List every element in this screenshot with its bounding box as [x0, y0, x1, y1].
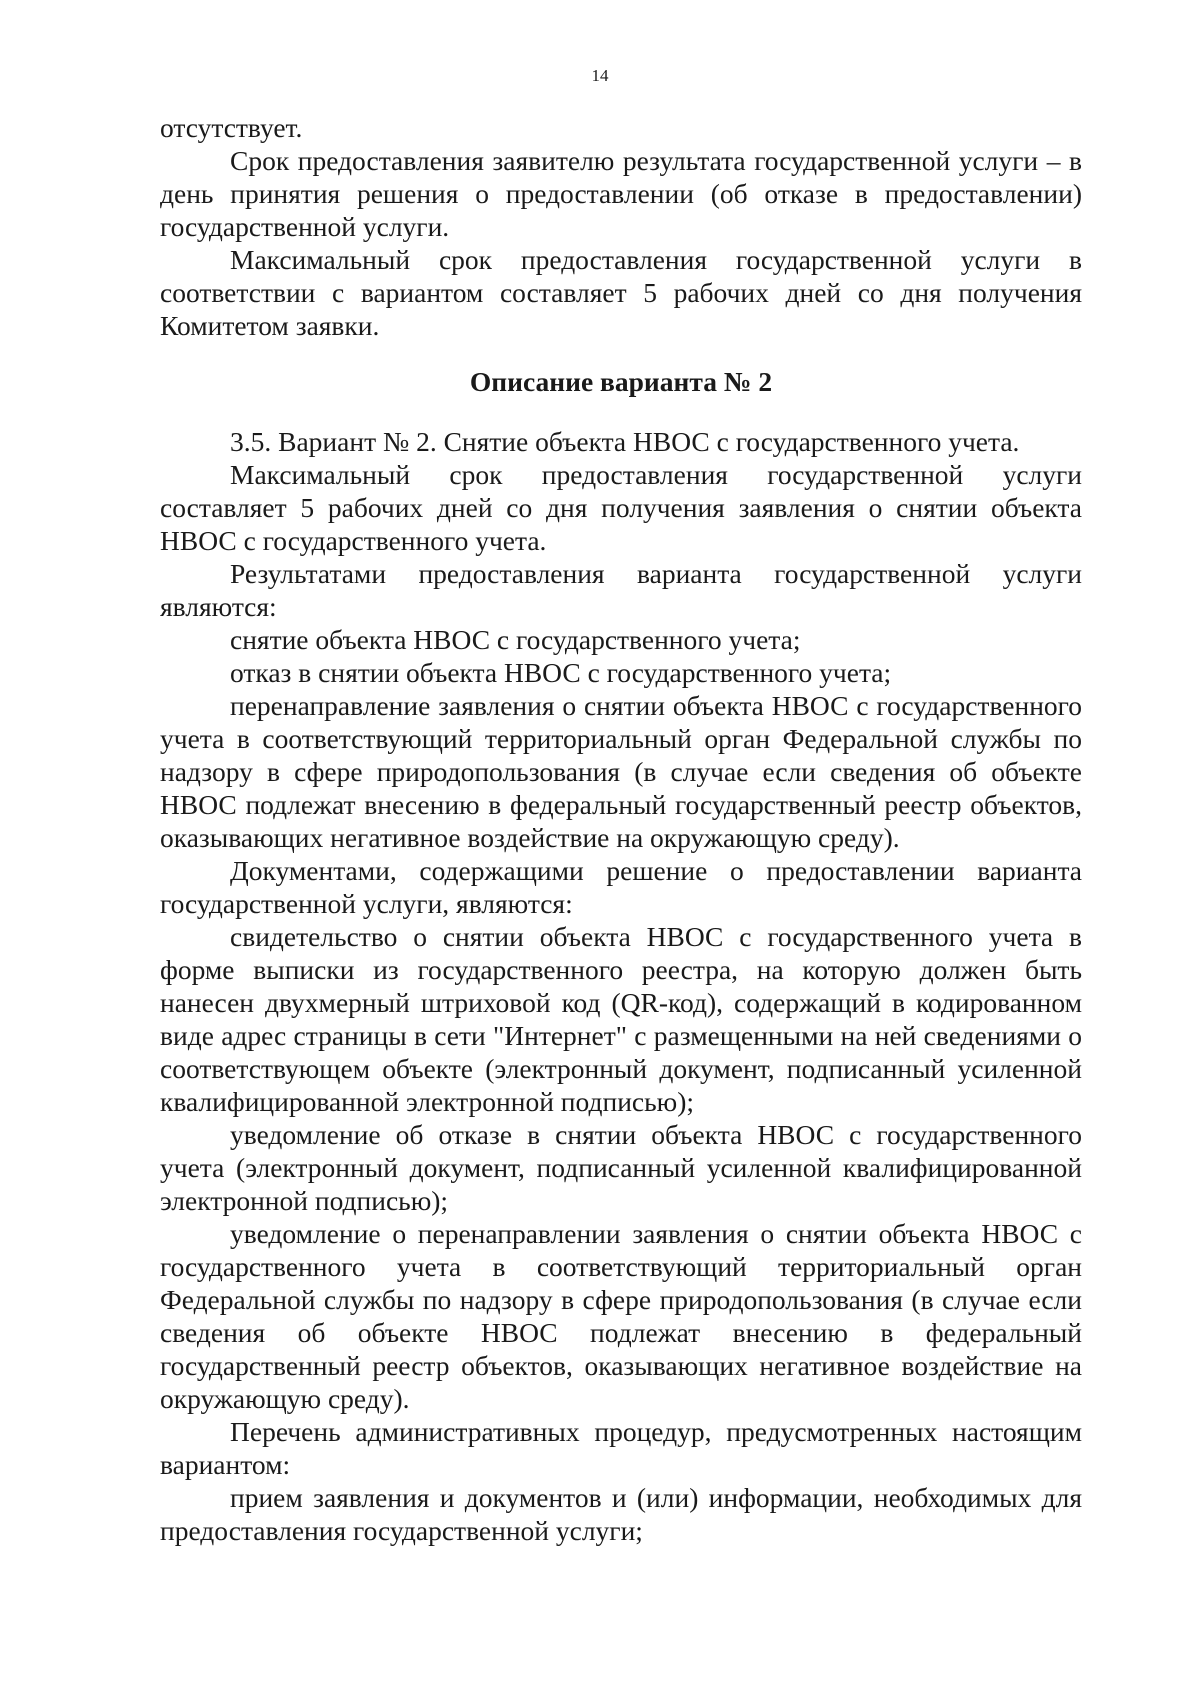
document-body	[160, 111, 1082, 1547]
paragraph-variant-max-term: Максимальный срок предоставления государственной услуги составляет 5 рабочих дней со дня получения заявления о снятии объекта НВОС с государственного учета.	[160, 459, 1082, 556]
paragraph-documents-intro: Документами, содержащими решение о предоставлении варианта государственной услуги, являются:	[160, 855, 1082, 919]
paragraph-results-intro: Результатами предоставления варианта государственной услуги являются:	[160, 558, 1082, 622]
list-item-result: отказ в снятии объекта НВОС с государственного учета;	[230, 657, 892, 688]
paragraph-continuation: отсутствует.	[160, 112, 303, 143]
list-item-document: уведомление о перенаправлении заявления о снятии объекта НВОС с государственного учета в соответствующий территориальный орган Федеральной службы по надзору в сфере природопользования (в случае если сведения об объекте НВОС подлежат внесению в федеральный государственный реестр объектов, оказывающих негативное воздействие на окружающую среду).	[160, 1218, 1082, 1414]
list-item-document: уведомление об отказе в снятии объекта НВОС с государственного учета (электронный документ, подписанный усиленной квалифицированной электронной подписью);	[160, 1119, 1082, 1216]
paragraph-procedures-intro: Перечень административных процедур, предусмотренных настоящим вариантом:	[160, 1416, 1082, 1480]
paragraph-variant-title: 3.5. Вариант № 2. Снятие объекта НВОС с государственного учета.	[230, 426, 1020, 457]
list-item-result: снятие объекта НВОС с государственного учета;	[230, 624, 801, 655]
paragraph-max-term: Максимальный срок предоставления государственной услуги в соответствии с вариантом составляет 5 рабочих дней со дня получения Комитетом заявки.	[160, 244, 1082, 341]
section-heading: Описание варианта № 2	[469, 366, 773, 397]
list-item-document: свидетельство о снятии объекта НВОС с государственного учета в форме выписки из государственного реестра, на которую должен быть нанесен двухмерный штриховой код (QR-код), содержащий в кодированном виде адрес страницы в сети "Интернет" с размещенными на ней сведениями о соответствующем объекте (электронный документ, подписанный усиленной квалифицированной электронной подписью);	[160, 921, 1082, 1117]
page-number: 14	[591, 66, 609, 85]
list-item-procedure: прием заявления и документов и (или) информации, необходимых для предоставления государственной услуги;	[160, 1482, 1082, 1546]
list-item-result: перенаправление заявления о снятии объекта НВОС с государственного учета в соответствующий территориальный орган Федеральной службы по надзору в сфере природопользования (в случае если сведения об объекте НВОС подлежат внесению в федеральный государственный реестр объектов, оказывающих негативное воздействие на окружающую среду).	[160, 690, 1082, 853]
paragraph-result-term: Срок предоставления заявителю результата государственной услуги – в день принятия решения о предоставлении (об отказе в предоставлении) государственной услуги.	[160, 145, 1082, 242]
